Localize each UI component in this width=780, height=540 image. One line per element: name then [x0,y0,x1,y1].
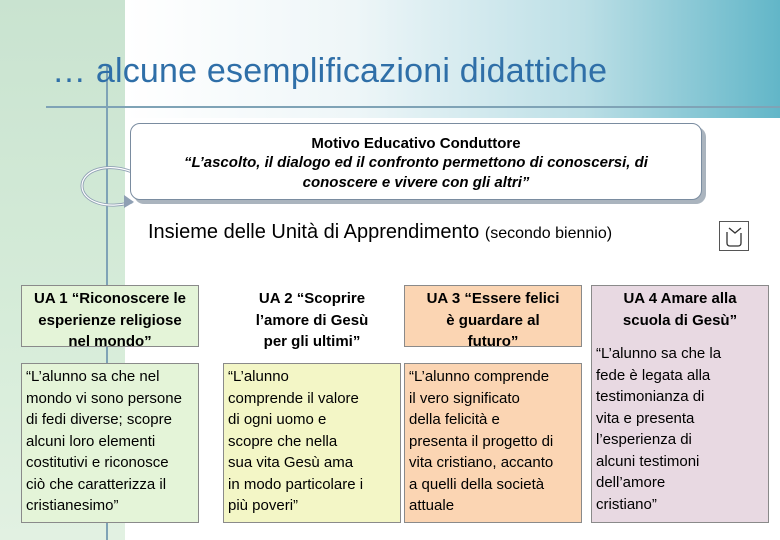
unit-2-desc-line: scopre che nella [228,432,338,450]
unit-4-desc-line: testimonianza di [596,388,705,405]
unit-3-desc-line: “L’alunno comprende [409,368,550,385]
unit-4-desc-line: l’esperienza di [596,431,692,448]
unit-3-description-box [404,363,582,523]
unit-1-desc-line: alcuni loro elementi [26,432,156,450]
unit-2-desc-line: comprende il valore [228,389,359,407]
unit-4-box [591,285,769,523]
unit-3-desc-line: attuale [409,497,455,514]
unit-3-title-line-2: è guardare al [446,311,540,329]
subtitle-main: Insieme delle Unità di Apprendimento [148,221,480,243]
unit-2-description-box [223,363,401,523]
unit-2-desc-line: in modo particolare i [228,475,364,493]
unit-4-desc-line: dell’amore [596,474,666,491]
unit-4-desc-line: fede è legata alla [596,366,711,384]
unit-4-desc-line: alcuni testimoni [596,452,700,470]
spacer [596,331,764,343]
unit-column-2 [223,285,401,523]
unit-1-desc-line: “L’alunno sa che nel [26,368,160,385]
unit-1-desc-line: di fedi diverse; scopre [26,411,172,428]
unit-2-title-line-2: l’amore di Gesù [255,311,369,329]
motivo-quote-line-2: conoscere e vivere con gli altri” [302,174,530,191]
unit-3-title-box [404,285,582,350]
unit-2-title-line-3: per gli ultimi” [263,333,361,350]
motivo-quote-line-1: “L’ascolto, il dialogo ed il confronto permettono di conoscersi, di [184,154,648,171]
unit-4-title-line-1: UA 4 Amare alla [623,290,737,307]
unit-3-desc-line: della felicità e [409,411,500,428]
unit-1-title-line-3: nel mondo” [68,333,152,350]
unit-2-desc-line: di ogni uomo e [228,411,327,428]
unit-1-desc-line: costitutivi e riconosce [26,454,169,471]
unit-1-desc-line: cristianesimo” [26,497,119,514]
return-button[interactable] [719,221,749,251]
unit-2-desc-line: più poveri” [228,497,299,514]
unit-4-title-line-2: scuola di Gesù” [622,311,738,329]
slide-title: … alcune esemplificazioni didattiche [52,52,608,90]
horizontal-rule [46,106,780,108]
motivo-educativo-box [130,123,702,200]
unit-3-title-line-1: UA 3 “Essere felici [426,290,560,307]
unit-column-3 [404,285,582,523]
unit-1-title-box [21,285,199,350]
return-arrow-icon [720,222,748,250]
unit-2-title-box [223,285,401,350]
unit-1-description-box [21,363,199,523]
unit-column-1 [21,285,199,523]
unit-3-desc-line: a quelli della società [409,475,545,493]
unit-1-title-line-2: esperienze religiose [38,311,182,329]
unit-4-desc-line: cristiano” [596,495,657,513]
subtitle [148,221,612,244]
loop-arrow-icon [78,164,134,210]
subtitle-small: (secondo biennio) [484,225,613,242]
unit-4-desc-line: vita e presenta [596,409,695,427]
unit-4-desc-line: “L’alunno sa che la [596,345,722,362]
unit-1-desc-line: ciò che caratterizza il [26,475,167,493]
unit-3-desc-line: vita cristiano, accanto [409,454,554,471]
unit-3-desc-line: il vero significato [409,389,520,407]
unit-1-title-line-1: UA 1 “Riconoscere le [34,290,186,307]
unit-2-desc-line: sua vita Gesù ama [228,454,354,471]
motivo-heading: Motivo Educativo Conduttore [311,135,521,152]
unit-column-4 [591,285,769,523]
unit-1-desc-line: mondo vi sono persone [26,389,182,407]
unit-3-desc-line: presenta il progetto di [409,432,554,450]
unit-2-desc-line: “L’alunno [228,368,289,385]
unit-2-title-line-1: UA 2 “Scoprire [258,290,366,307]
unit-3-title-line-3: futuro” [467,333,519,350]
